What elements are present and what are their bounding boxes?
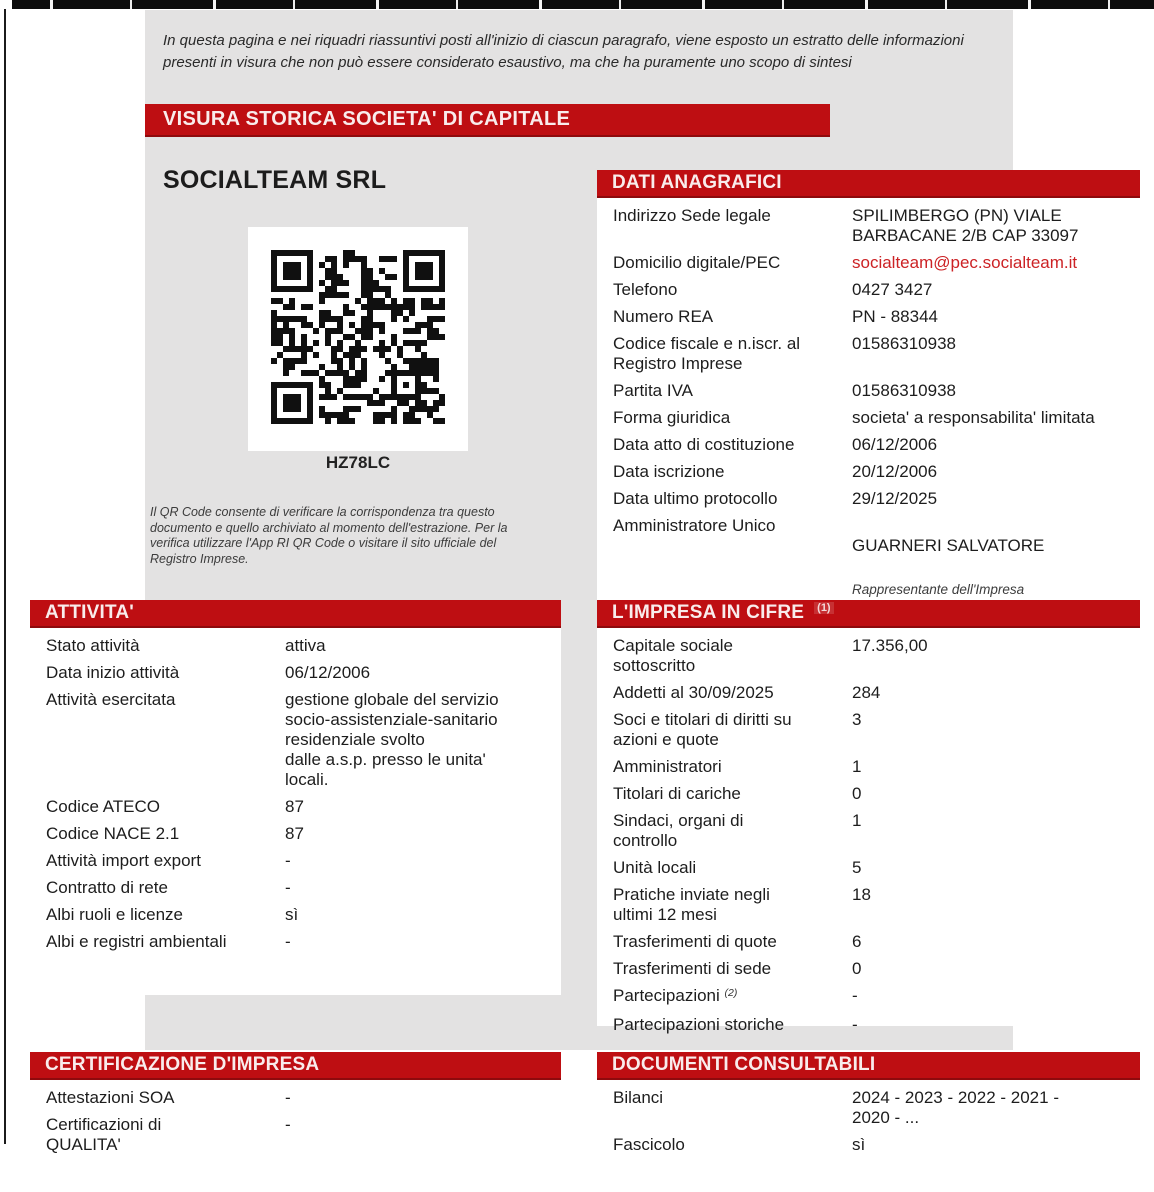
table-row <box>613 489 1132 509</box>
row-value: - <box>285 878 291 897</box>
table-row <box>613 858 1132 878</box>
row-value: 0 <box>852 959 862 978</box>
qr-code-panel <box>248 227 468 451</box>
table-row <box>613 206 1132 246</box>
section-documenti-consultabili <box>597 1052 1140 1192</box>
section-header-label: DATI ANAGRAFICI <box>612 172 782 193</box>
row-value: gestione globale del servizio socio-assistenziale-sanitario residenziale svolto dalle a.s.p. presso le unita' locali. <box>285 690 499 789</box>
section-header-label: DOCUMENTI CONSULTABILI <box>612 1054 876 1075</box>
row-label: Domicilio digitale/PEC <box>613 253 781 272</box>
table-row <box>613 280 1132 300</box>
footnote-marker-2: (2) <box>724 987 738 999</box>
row-label: Attività esercitata <box>46 690 176 709</box>
section-header-label: CERTIFICAZIONE D'IMPRESA <box>45 1054 320 1075</box>
company-name: SOCIALTEAM SRL <box>163 166 387 194</box>
row-label: Data iscrizione <box>613 462 725 481</box>
row-label: Codice fiscale e n.iscr. al Registro Imprese <box>613 334 801 373</box>
row-value: 2024 - 2023 - 2022 - 2021 - 2020 - ... <box>852 1088 1059 1127</box>
row-label: Addetti al 30/09/2025 <box>613 683 774 702</box>
section-header-label: L'IMPRESA IN CIFRE <box>612 602 805 623</box>
section-rows <box>597 628 1140 1052</box>
row-value: PN - 88344 <box>852 307 938 326</box>
row-label: Attività import export <box>46 851 201 870</box>
table-row <box>613 334 1132 374</box>
table-row <box>613 636 1132 676</box>
row-value: 06/12/2006 <box>285 663 371 682</box>
row-label: Numero REA <box>613 307 714 326</box>
table-row <box>46 797 553 817</box>
section-dati-anagrafici <box>597 170 1140 637</box>
section-attivita <box>30 600 561 995</box>
row-value: 29/12/2025 <box>852 489 938 508</box>
section-rows <box>597 198 1140 637</box>
row-label: Certificazioni di QUALITA' <box>46 1115 162 1154</box>
row-value: 01586310938 <box>852 334 957 353</box>
row-label: Indirizzo Sede legale <box>613 206 771 225</box>
table-row <box>613 307 1132 327</box>
section-header-label: ATTIVITA' <box>45 602 134 623</box>
row-label: Data ultimo protocollo <box>613 489 778 508</box>
row-value: attiva <box>285 636 326 655</box>
section-header-bar <box>30 1052 561 1080</box>
table-row <box>613 253 1132 273</box>
row-label: Amministratori <box>613 757 722 776</box>
row-value: sì <box>285 905 299 924</box>
table-row <box>613 959 1132 979</box>
row-value: 87 <box>285 797 304 816</box>
row-value: 20/12/2006 <box>852 462 938 481</box>
row-label: Data inizio attività <box>46 663 180 682</box>
section-rows <box>597 1080 1140 1172</box>
table-row <box>613 757 1132 777</box>
row-label: Titolari di cariche <box>613 784 741 803</box>
row-label: Trasferimenti di sede <box>613 959 772 978</box>
section-header-bar <box>597 1052 1140 1080</box>
table-row <box>613 784 1132 804</box>
row-value: - <box>852 986 858 1005</box>
table-row <box>613 683 1132 703</box>
section-rows <box>30 1080 561 1172</box>
row-value: 0427 3427 <box>852 280 933 299</box>
table-row <box>46 932 553 952</box>
row-label: Soci e titolari di diritti su azioni e quote <box>613 710 792 749</box>
section-certificazione-impresa <box>30 1052 561 1192</box>
table-row <box>613 1135 1132 1155</box>
row-value: 284 <box>852 683 881 702</box>
row-label: Pratiche inviate negli ultimi 12 mesi <box>613 885 770 924</box>
section-header-bar <box>597 170 1140 198</box>
table-row <box>46 636 553 656</box>
row-label: Codice NACE 2.1 <box>46 824 180 843</box>
table-row <box>613 462 1132 482</box>
row-value: 17.356,00 <box>852 636 928 655</box>
table-row <box>46 1088 553 1108</box>
row-label: Stato attività <box>46 636 140 655</box>
row-label: Partecipazioni storiche <box>613 1015 785 1034</box>
administrator-name: GUARNERI SALVATORE <box>852 536 1045 555</box>
disclaimer-text: In questa pagina e nei riquadri riassuntivi posti all'inizio di ciascun paragrafo, viene esposto un estratto delle informazioni presenti in visura che non può essere considerato esaustivo, ma che ha puramente uno scopo di sintesi <box>163 32 964 71</box>
row-value: societa' a responsabilita' limitata <box>852 408 1095 427</box>
qr-code-image <box>271 250 445 429</box>
row-value: - <box>852 1015 858 1034</box>
section-header-bar <box>30 600 561 628</box>
table-row <box>613 1015 1132 1035</box>
table-row <box>613 435 1132 455</box>
row-label: Attestazioni SOA <box>46 1088 175 1107</box>
section-rows <box>30 628 561 969</box>
row-value: - <box>285 932 291 951</box>
table-row <box>46 663 553 683</box>
row-label: Telefono <box>613 280 678 299</box>
row-value: sì <box>852 1135 866 1154</box>
row-label: Partita IVA <box>613 381 693 400</box>
row-value: 1 <box>852 757 862 776</box>
table-row <box>46 878 553 898</box>
row-value: 6 <box>852 932 862 951</box>
row-label: Sindaci, organi di controllo <box>613 811 744 850</box>
administrator-role-note: Rappresentante dell'Impresa <box>852 582 1025 597</box>
row-value: 01586310938 <box>852 381 957 400</box>
row-value: - <box>285 1088 291 1107</box>
row-value: - <box>285 851 291 870</box>
table-row <box>46 824 553 844</box>
document-title-bar <box>145 104 830 137</box>
row-value: 1 <box>852 811 862 830</box>
table-row <box>613 885 1132 925</box>
row-label: Data atto di costituzione <box>613 435 795 454</box>
row-label: Forma giuridica <box>613 408 731 427</box>
table-row <box>613 811 1132 851</box>
table-row <box>613 986 1132 1008</box>
row-label: Trasferimenti di quote <box>613 932 777 951</box>
clipped-print-strip <box>12 0 1154 9</box>
table-row <box>613 932 1132 952</box>
table-row <box>46 690 553 790</box>
table-row <box>613 1088 1132 1128</box>
table-row <box>613 710 1132 750</box>
row-value: 87 <box>285 824 304 843</box>
page-left-border <box>4 9 6 1144</box>
qr-code-label: HZ78LC <box>325 453 391 472</box>
row-label: Unità locali <box>613 858 697 877</box>
section-impresa-in-cifre <box>597 600 1140 1034</box>
row-value: SPILIMBERGO (PN) VIALE BARBACANE 2/B CAP 33097 <box>852 206 1079 245</box>
pec-email-link[interactable]: socialteam@pec.socialteam.it <box>852 253 1078 272</box>
row-value: 3 <box>852 710 862 729</box>
table-row <box>46 851 553 871</box>
row-label: Fascicolo <box>613 1135 685 1154</box>
table-row <box>46 1115 553 1155</box>
row-value: - <box>285 1115 291 1134</box>
row-label: Partecipazioni $^{(2)}$ <box>613 986 738 1005</box>
row-label: Capitale sociale sottoscritto <box>613 636 734 675</box>
row-label: Albi ruoli e licenze <box>46 905 184 924</box>
table-row <box>46 905 553 925</box>
row-label: Bilanci <box>613 1088 664 1107</box>
row-value: 0 <box>852 784 862 803</box>
row-value: 06/12/2006 <box>852 435 938 454</box>
table-row <box>613 381 1132 401</box>
row-label: Contratto di rete <box>46 878 168 897</box>
footnote-marker-1: (1) <box>814 602 833 614</box>
section-header-bar <box>597 600 1140 628</box>
document-title: VISURA STORICA SOCIETA' DI CAPITALE <box>163 108 571 130</box>
row-value: 5 <box>852 858 862 877</box>
qr-code-note: Il QR Code consente di verificare la corrispondenza tra questo documento e quello archiviato al momento dell'estrazione. Per la verifica utilizzare l'App RI QR Code o visitare il sito ufficiale del Registro Imprese. <box>150 505 508 566</box>
row-value: 18 <box>852 885 871 904</box>
table-row <box>613 408 1132 428</box>
row-label: Codice ATECO <box>46 797 161 816</box>
row-label: Amministratore Unico <box>613 516 776 535</box>
row-label: Albi e registri ambientali <box>46 932 227 951</box>
